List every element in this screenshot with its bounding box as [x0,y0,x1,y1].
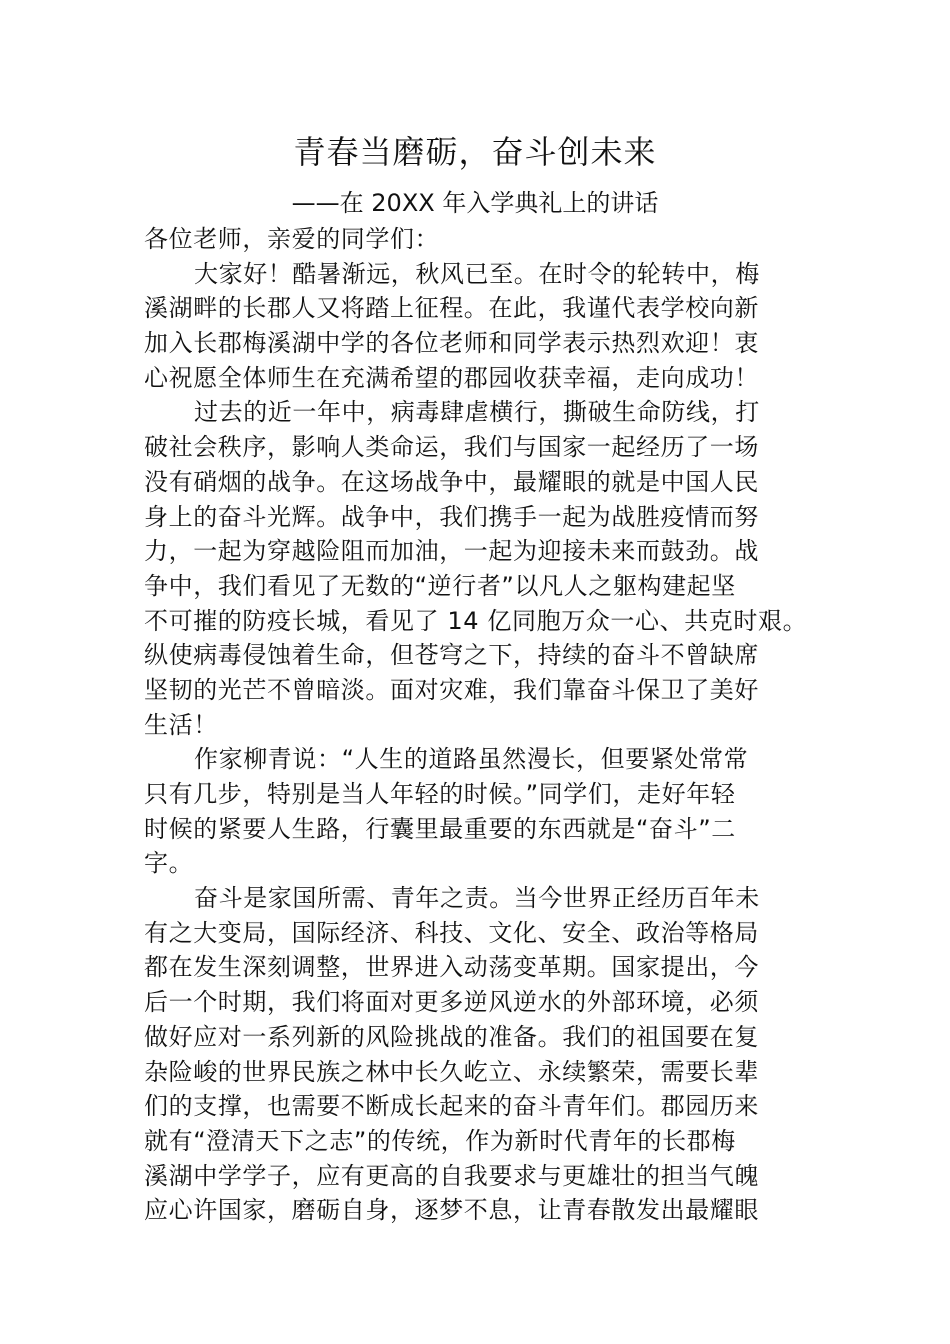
paragraph-line: 们的支撑，也需要不断成长起来的奋斗青年们。郡园历来 [144,1092,759,1121]
paragraph-line: 纵使病毒侵蚀着生命，但苍穹之下，持续的奋斗不曾缺席 [144,641,759,670]
speech-body [144,222,834,1228]
salutation-line: 各位老师，亲爱的同学们： [144,225,440,253]
paragraph-line: 有之大变局，国际经济、科技、文化、安全、政治等格局 [144,918,759,947]
paragraph-line: 应心许国家，磨砺自身，逐梦不息，让青春散发出最耀眼 [144,1196,759,1225]
paragraph-line: 时候的紧要人生路，行囊里最重要的东西就是“奋斗”二 [144,814,736,843]
paragraph-line: 溪湖中学学子，应有更高的自我要求与更雄壮的担当气魄 [144,1161,759,1190]
paragraph-line: 过去的近一年中，病毒肆虐横行，撕破生命防线，打 [194,398,760,427]
paragraph-line: 奋斗是家国所需、青年之责。当今世界正经历百年未 [194,884,760,913]
paragraph-line: 后一个时期，我们将面对更多逆风逆水的外部环境，必须 [144,988,759,1017]
paragraph-line: 身上的奋斗光辉。战争中，我们携手一起为战胜疫情而努 [144,502,759,531]
paragraph-line: 坚韧的光芒不曾暗淡。面对灾难，我们靠奋斗保卫了美好 [144,675,759,704]
paragraph-line: 作家柳青说：“人生的道路虽然漫长，但要紧处常常 [194,745,749,774]
document-title: 青春当磨砺，奋斗创未来 [293,133,657,171]
paragraph-line: 没有硝烟的战争。在这场战争中，最耀眼的就是中国人民 [144,467,759,496]
paragraph-line: 杂险峻的世界民族之林中长久屹立、永续繁荣，需要长辈 [144,1057,759,1086]
paragraph-line: 不可摧的防疫长城，看见了 14 亿同胞万众一心、共克时艰。 [144,606,808,635]
paragraph-line: 做好应对一系列新的风险挑战的准备。我们的祖国要在复 [144,1022,759,1051]
paragraph-line: 大家好！酷暑渐远，秋风已至。在时令的轮转中，梅 [194,259,760,288]
paragraph-line: 争中，我们看见了无数的“逆行者”以凡人之躯构建起坚 [144,571,736,600]
paragraph-line: 字。 [144,849,194,878]
paragraph-line: 心祝愿全体师生在充满希望的郡园收获幸福，走向成功！ [144,363,759,392]
paragraph-line: 加入长郡梅溪湖中学的各位老师和同学表示热烈欢迎！衷 [144,329,759,358]
paragraph-line: 破社会秩序，影响人类命运，我们与国家一起经历了一场 [144,433,759,462]
paragraph-line: 力，一起为穿越险阻而加油，一起为迎接未来而鼓劲。战 [144,537,759,566]
paragraph-line: 溪湖畔的长郡人又将踏上征程。在此，我谨代表学校向新 [144,294,759,323]
paragraph-line: 就有“澄清天下之志”的传统，作为新时代青年的长郡梅 [144,1126,736,1155]
paragraph-line: 都在发生深刻调整，世界进入动荡变革期。国家提出，今 [144,953,759,982]
paragraph-line: 只有几步，特别是当人年轻的时候。”同学们，走好年轻 [144,780,736,808]
paragraph-line: 生活！ [144,710,218,739]
document-subtitle: ——在 20XX 年入学典礼上的讲话 [291,189,659,217]
